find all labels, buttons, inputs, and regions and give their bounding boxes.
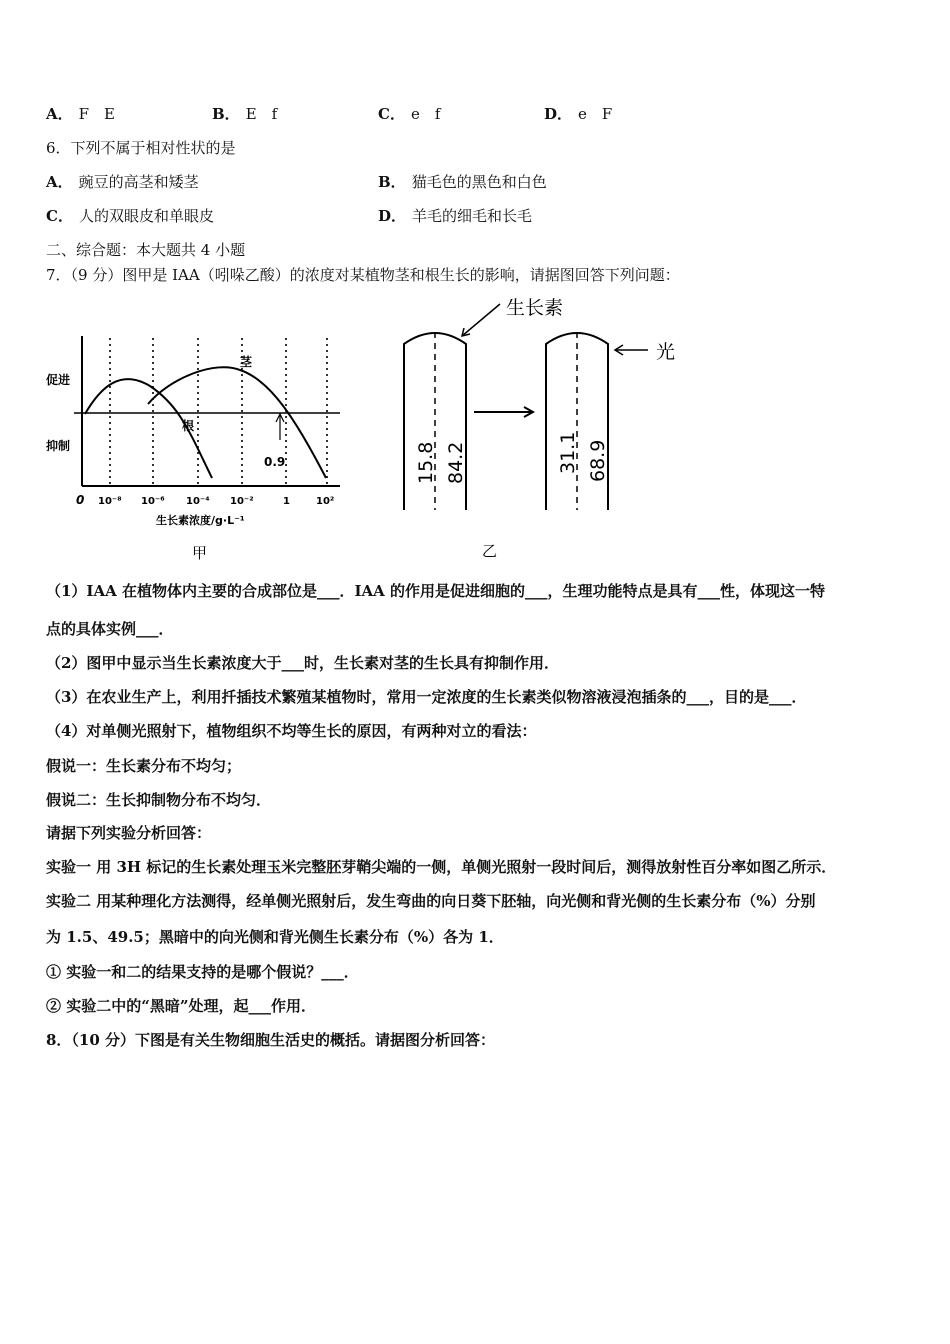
caption-yi: 乙: [482, 542, 498, 560]
q7-part1-line2: 点的具体实例___．: [46, 620, 174, 638]
tick-label: 1: [283, 496, 290, 507]
experiment-2-line2: 为 1.5、49.5；黑暗中的向光侧和背光侧生长素分布（%）各为 1．: [46, 928, 504, 946]
value-right-2: 68.9: [587, 439, 609, 482]
q5-option-d: D． e F: [544, 105, 613, 123]
q6-stem: 6．下列不属于相对性状的是: [46, 139, 236, 157]
auxin-label: 生长素: [506, 297, 564, 319]
q6-option-a: A． 豌豆的高茎和矮茎: [46, 173, 199, 191]
sub-question-2: ② 实验二中的“黑暗”处理，起___作用．: [46, 997, 316, 1015]
stem-curve: [148, 367, 326, 478]
ylabel-inhibit: 抑制: [46, 439, 71, 453]
ylabel-promote: 促进: [46, 373, 71, 387]
q6-option-d: D． 羊毛的细毛和长毛: [378, 207, 533, 225]
light-label: 光: [656, 341, 676, 363]
tick-label: 10⁻²: [230, 496, 254, 507]
stem-label: 茎: [240, 355, 253, 369]
q5-option-c: C． e f: [378, 105, 441, 123]
origin-label: 0: [76, 493, 85, 507]
root-label: 根: [182, 419, 195, 433]
sub-question-1: ① 实验一和二的结果支持的是哪个假说？___．: [46, 963, 359, 981]
q6-option-c: C． 人的双眼皮和单眼皮: [46, 207, 214, 225]
analysis-prompt: 请据下列实验分析回答：: [46, 824, 212, 842]
tick-label: 10⁻⁴: [186, 496, 210, 507]
q8-stem: 8．（10 分）下图是有关生物细胞生活史的概括。请据图分析回答：: [46, 1031, 496, 1049]
q7-stem: 7．（9 分）图甲是 IAA（吲哚乙酸）的浓度对某植物茎和根生长的影响，请据图回答下列问题：: [46, 266, 680, 284]
q7-part4: （4）对单侧光照射下，植物组织不均等生长的原因，有两种对立的看法：: [46, 722, 537, 740]
tick-label: 10⁻⁶: [141, 496, 165, 507]
value-left-1: 15.8: [415, 441, 437, 484]
xlabel: 生长素浓度/g·L⁻¹: [156, 514, 245, 527]
q5-option-b: B． E f: [212, 105, 278, 123]
tick-label: 10²: [316, 496, 335, 507]
hypothesis-2: 假说二：生长抑制物分布不均匀．: [46, 791, 272, 809]
experiment-1: 实验一 用 3H 标记的生长素处理玉米完整胚芽鞘尖端的一侧，单侧光照射一段时间后，测得放射性百分率如图乙所示．: [46, 858, 837, 876]
q7-part2: （2）图甲中显示当生长素浓度大于___时，生长素对茎的生长具有抑制作用．: [46, 654, 559, 672]
figure-jia: [40, 318, 360, 568]
section-heading: 二、综合题：本大题共 4 小题: [46, 241, 246, 259]
hypothesis-1: 假说一：生长素分布不均匀；: [46, 757, 242, 775]
q6-option-b: B． 猫毛色的黑色和白色: [378, 173, 547, 191]
q7-part3: （3）在农业生产上，利用扦插技术繁殖某植物时，常用一定浓度的生长素类似物溶液浸泡插条的___，目的是___．: [46, 688, 807, 706]
experiment-2-line1: 实验二 用某种理化方法测得，经单侧光照射后，发生弯曲的向日葵下胚轴，向光侧和背光侧的生长素分布（%）分别: [46, 892, 816, 910]
figure-yi: [390, 292, 710, 567]
q7-part1-line1: （1）IAA 在植物体内主要的合成部位是___．IAA 的作用是促进细胞的___，生理功能特点是具有___性，体现这一特: [46, 582, 825, 600]
tick-label: 10⁻⁸: [98, 496, 122, 507]
value-left-2: 84.2: [445, 441, 467, 484]
mark-0-9: 0.9: [264, 455, 286, 469]
value-right-1: 31.1: [557, 431, 579, 474]
q5-option-a: A． F E: [46, 105, 115, 123]
caption-jia: 甲: [192, 544, 208, 562]
